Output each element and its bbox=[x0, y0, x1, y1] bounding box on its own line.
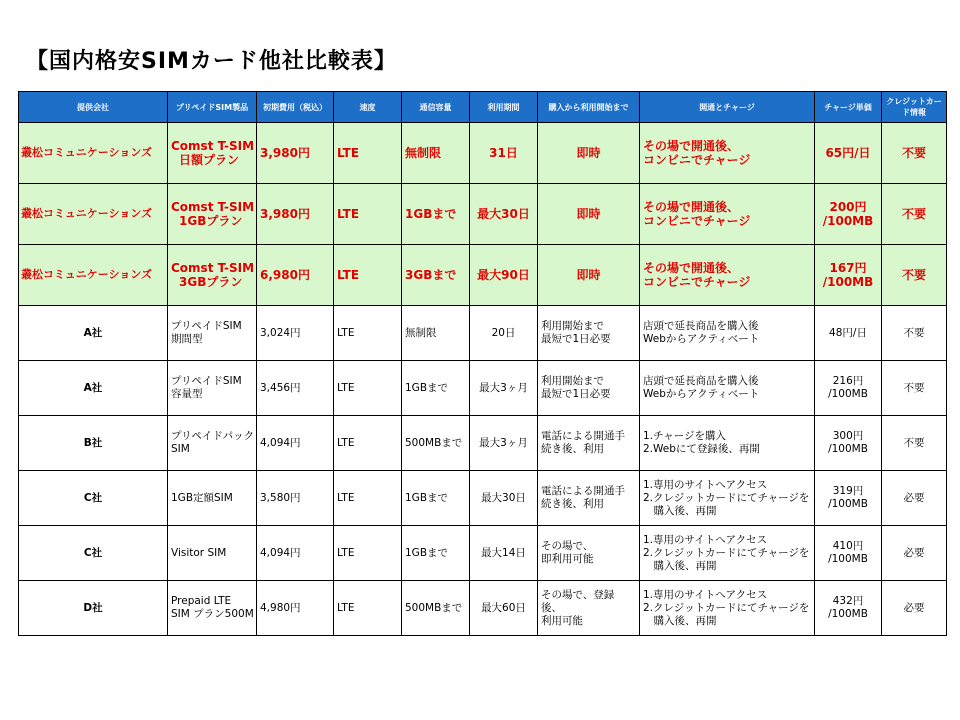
cell-initial-cost bbox=[257, 581, 334, 636]
cell-period bbox=[470, 123, 538, 184]
table-row bbox=[19, 123, 947, 184]
header-text: チャージ単価 bbox=[824, 102, 872, 112]
cell-initial-cost bbox=[257, 526, 334, 581]
cell-text: 1.専用のサイトへアクセス bbox=[643, 478, 768, 491]
cell-text: その場で開通後、 bbox=[643, 261, 740, 275]
cell-capacity bbox=[402, 123, 470, 184]
cell-initial-cost bbox=[257, 184, 334, 245]
cell-text: 利用可能 bbox=[541, 614, 583, 627]
cell-charge-price bbox=[815, 416, 882, 471]
cell-text: 後、 bbox=[541, 601, 562, 614]
cell-capacity bbox=[402, 526, 470, 581]
cell-text: 購入後、再開 bbox=[643, 504, 717, 517]
cell-start bbox=[538, 123, 640, 184]
cell-text: その場で開通後、 bbox=[643, 200, 740, 214]
cell-initial-cost bbox=[257, 123, 334, 184]
cell-text: 即利用可能 bbox=[541, 553, 594, 565]
cell-product bbox=[168, 184, 257, 245]
cell-activation bbox=[640, 416, 815, 471]
cell-capacity bbox=[402, 581, 470, 636]
cell-text: 3,456円 bbox=[260, 381, 301, 394]
cell-text: 1.専用のサイトへアクセス bbox=[643, 533, 768, 546]
cell-text: 最大3ヶ月 bbox=[479, 436, 528, 449]
cell-text: LTE bbox=[337, 146, 360, 160]
cell-text: 500MBまで bbox=[405, 601, 463, 614]
cell-product bbox=[168, 361, 257, 416]
cell-start bbox=[538, 526, 640, 581]
cell-text: LTE bbox=[337, 326, 355, 339]
header-text: 開通とチャージ bbox=[699, 102, 755, 112]
cell-initial-cost bbox=[257, 361, 334, 416]
cell-text: 3GBプラン bbox=[179, 275, 243, 289]
cell-text: Prepaid LTE bbox=[171, 595, 232, 607]
cell-text: 200円 bbox=[829, 200, 867, 214]
header-start bbox=[538, 92, 640, 123]
cell-product bbox=[168, 123, 257, 184]
cell-text: LTE bbox=[337, 546, 355, 559]
cell-text: 410円 bbox=[832, 540, 864, 552]
cell-credit bbox=[882, 361, 947, 416]
cell-text: 即時 bbox=[576, 268, 601, 282]
cell-text: 3,580円 bbox=[260, 491, 301, 504]
cell-text: 1GBまで bbox=[405, 207, 457, 221]
cell-period bbox=[470, 471, 538, 526]
table-row bbox=[19, 245, 947, 306]
cell-period bbox=[470, 306, 538, 361]
cell-text: 続き後、利用 bbox=[541, 498, 604, 510]
cell-start bbox=[538, 471, 640, 526]
cell-text: 不要 bbox=[901, 268, 926, 282]
cell-text: 3GBまで bbox=[405, 268, 457, 282]
cell-text: 店頭で延長商品を購入後 bbox=[643, 375, 759, 387]
header-text: 通信容量 bbox=[419, 102, 452, 112]
table-row bbox=[19, 184, 947, 245]
cell-text: 不要 bbox=[901, 207, 926, 221]
cell-speed bbox=[334, 245, 402, 306]
cell-credit bbox=[882, 245, 947, 306]
cell-speed bbox=[334, 306, 402, 361]
table-row bbox=[19, 361, 947, 416]
cell-initial-cost bbox=[257, 471, 334, 526]
cell-text: 必要 bbox=[903, 546, 925, 559]
cell-text: 319円 bbox=[832, 485, 864, 497]
page-title: 【国内格安SIMカード他社比較表】 bbox=[26, 49, 397, 74]
cell-company bbox=[19, 361, 168, 416]
cell-capacity bbox=[402, 184, 470, 245]
cell-text: LTE bbox=[337, 268, 360, 282]
cell-text: LTE bbox=[337, 436, 355, 449]
cell-text: 1GBまで bbox=[405, 381, 449, 394]
cell-capacity bbox=[402, 245, 470, 306]
cell-speed bbox=[334, 184, 402, 245]
cell-start bbox=[538, 416, 640, 471]
header-speed bbox=[334, 92, 402, 123]
cell-text: 300円 bbox=[832, 430, 864, 442]
cell-charge-price bbox=[815, 581, 882, 636]
header-product bbox=[168, 92, 257, 123]
header-company bbox=[19, 92, 168, 123]
cell-text: 1GBまで bbox=[405, 491, 449, 504]
cell-text: Comst T-SIM bbox=[171, 261, 255, 275]
cell-charge-price bbox=[815, 471, 882, 526]
cell-text: プリペイドSIM bbox=[171, 375, 242, 387]
cell-credit bbox=[882, 526, 947, 581]
cell-text: 叢松コミュニケーションズ bbox=[21, 268, 153, 281]
cell-text: 不要 bbox=[901, 146, 926, 160]
cell-charge-price bbox=[815, 306, 882, 361]
cell-text: 最大3ヶ月 bbox=[479, 381, 528, 394]
cell-speed bbox=[334, 123, 402, 184]
cell-company bbox=[19, 184, 168, 245]
table-row bbox=[19, 416, 947, 471]
cell-activation bbox=[640, 245, 815, 306]
cell-credit bbox=[882, 471, 947, 526]
cell-text: 無制限 bbox=[405, 326, 437, 339]
cell-text: 167円 bbox=[829, 261, 867, 275]
cell-initial-cost bbox=[257, 416, 334, 471]
header-charge-price bbox=[815, 92, 882, 123]
cell-capacity bbox=[402, 416, 470, 471]
cell-text: 1GBプラン bbox=[179, 214, 243, 228]
cell-activation bbox=[640, 471, 815, 526]
cell-credit bbox=[882, 306, 947, 361]
cell-text: 最大30日 bbox=[481, 491, 526, 504]
cell-company bbox=[19, 526, 168, 581]
table-header-row bbox=[19, 92, 947, 123]
cell-text: プリペイドパック bbox=[171, 430, 255, 442]
cell-text: 65円/日 bbox=[825, 146, 871, 160]
cell-product bbox=[168, 526, 257, 581]
cell-initial-cost bbox=[257, 306, 334, 361]
cell-text: Visitor SIM bbox=[171, 546, 227, 559]
cell-text: 容量型 bbox=[171, 388, 203, 400]
cell-activation bbox=[640, 306, 815, 361]
cell-credit bbox=[882, 184, 947, 245]
cell-speed bbox=[334, 471, 402, 526]
cell-text: 即時 bbox=[576, 146, 601, 160]
cell-text: 購入後、再開 bbox=[643, 559, 717, 572]
cell-text: 2.クレジットカードにてチャージを bbox=[643, 546, 810, 559]
cell-text: 3,980円 bbox=[260, 207, 310, 221]
cell-text: 店頭で延長商品を購入後 bbox=[643, 320, 759, 332]
cell-text: 4,094円 bbox=[260, 436, 301, 449]
cell-text: 不要 bbox=[903, 326, 925, 339]
cell-company bbox=[19, 471, 168, 526]
cell-speed bbox=[334, 581, 402, 636]
cell-text: プリペイドSIM bbox=[171, 320, 242, 332]
header-text: 速度 bbox=[359, 102, 376, 112]
cell-text: LTE bbox=[337, 381, 355, 394]
cell-text: 6,980円 bbox=[260, 268, 310, 282]
cell-text: 1GBまで bbox=[405, 546, 449, 559]
cell-product bbox=[168, 306, 257, 361]
cell-charge-price bbox=[815, 184, 882, 245]
cell-initial-cost bbox=[257, 245, 334, 306]
cell-text: 31日 bbox=[489, 146, 518, 160]
table-row bbox=[19, 306, 947, 361]
cell-text: SIM プラン500M bbox=[171, 608, 254, 620]
cell-text: 3,024円 bbox=[260, 326, 301, 339]
cell-text: 432円 bbox=[832, 595, 864, 607]
cell-text: /100MB bbox=[828, 498, 868, 510]
cell-activation bbox=[640, 184, 815, 245]
cell-text: コンビニでチャージ bbox=[643, 214, 751, 228]
cell-text: LTE bbox=[337, 601, 355, 614]
cell-text: 利用開始まで bbox=[541, 375, 604, 387]
cell-text: /100MB bbox=[828, 608, 868, 620]
cell-speed bbox=[334, 526, 402, 581]
header-text: プリペイドSIM製品 bbox=[175, 102, 249, 112]
cell-text: C社 bbox=[83, 491, 103, 504]
header-text: 初期費用 bbox=[263, 102, 295, 112]
cell-period bbox=[470, 526, 538, 581]
cell-text: Comst T-SIM bbox=[171, 200, 255, 214]
cell-period bbox=[470, 184, 538, 245]
cell-text: A社 bbox=[83, 326, 103, 339]
cell-text: 不要 bbox=[903, 436, 925, 449]
cell-text: 続き後、利用 bbox=[541, 443, 604, 455]
cell-text: /100MB bbox=[828, 553, 868, 565]
cell-text: SIM bbox=[171, 443, 190, 455]
cell-period bbox=[470, 416, 538, 471]
header-activation bbox=[640, 92, 815, 123]
cell-text: 1.チャージを購入 bbox=[643, 430, 726, 442]
cell-text: 2.クレジットカードにてチャージを bbox=[643, 491, 810, 504]
header-text: 利用期間 bbox=[487, 102, 520, 112]
cell-text: 叢松コミュニケーションズ bbox=[21, 146, 153, 159]
cell-text: コンビニでチャージ bbox=[643, 153, 751, 167]
cell-text: /100MB bbox=[828, 388, 868, 400]
cell-text: 20日 bbox=[491, 326, 516, 339]
cell-company bbox=[19, 416, 168, 471]
cell-text: 500MBまで bbox=[405, 436, 463, 449]
cell-company bbox=[19, 306, 168, 361]
header-text: カード情報 bbox=[902, 97, 942, 117]
cell-speed bbox=[334, 416, 402, 471]
cell-text: 最短で1日必要 bbox=[541, 333, 611, 345]
cell-text: 叢松コミュニケーションズ bbox=[21, 207, 153, 220]
cell-text: 即時 bbox=[576, 207, 601, 221]
cell-capacity bbox=[402, 306, 470, 361]
header-initial-cost bbox=[257, 92, 334, 123]
cell-text: Webからアクティベート bbox=[643, 333, 760, 345]
cell-product bbox=[168, 471, 257, 526]
cell-text: /100MB bbox=[822, 214, 874, 228]
cell-activation bbox=[640, 361, 815, 416]
cell-text: B社 bbox=[83, 436, 103, 449]
header-text: （税込） bbox=[295, 102, 327, 112]
cell-company bbox=[19, 123, 168, 184]
cell-text: 最大60日 bbox=[481, 601, 526, 614]
cell-text: 最大14日 bbox=[481, 546, 526, 559]
cell-product bbox=[168, 245, 257, 306]
cell-period bbox=[470, 245, 538, 306]
cell-text: LTE bbox=[337, 491, 355, 504]
cell-text: 1.専用のサイトへアクセス bbox=[643, 588, 768, 601]
header-period bbox=[470, 92, 538, 123]
cell-activation bbox=[640, 123, 815, 184]
cell-period bbox=[470, 581, 538, 636]
cell-charge-price bbox=[815, 361, 882, 416]
cell-text: D社 bbox=[83, 601, 103, 614]
cell-product bbox=[168, 581, 257, 636]
cell-text: 4,980円 bbox=[260, 601, 301, 614]
cell-start bbox=[538, 245, 640, 306]
cell-text: 最大90日 bbox=[477, 268, 530, 282]
cell-start bbox=[538, 581, 640, 636]
cell-charge-price bbox=[815, 245, 882, 306]
cell-company bbox=[19, 245, 168, 306]
header-text: 購入から利用開始まで bbox=[548, 102, 629, 112]
cell-capacity bbox=[402, 361, 470, 416]
cell-text: 216円 bbox=[832, 375, 864, 387]
cell-speed bbox=[334, 361, 402, 416]
cell-credit bbox=[882, 123, 947, 184]
header-text: 提供会社 bbox=[77, 102, 109, 112]
cell-text: 無制限 bbox=[405, 146, 442, 160]
cell-text: 電話による開通手 bbox=[541, 485, 625, 497]
cell-product bbox=[168, 416, 257, 471]
cell-text: 期間型 bbox=[171, 333, 203, 345]
cell-text: 4,094円 bbox=[260, 546, 301, 559]
cell-text: 2.Webにて登録後、再開 bbox=[643, 443, 760, 455]
cell-activation bbox=[640, 581, 815, 636]
cell-text: 不要 bbox=[903, 381, 925, 394]
cell-text: 利用開始まで bbox=[541, 320, 604, 332]
cell-text: その場で、登録 bbox=[541, 588, 615, 601]
cell-text: Comst T-SIM bbox=[171, 139, 255, 153]
cell-text: A社 bbox=[83, 381, 103, 394]
header-capacity bbox=[402, 92, 470, 123]
cell-text: Webからアクティベート bbox=[643, 388, 760, 400]
comparison-table bbox=[18, 91, 947, 636]
table-row bbox=[19, 471, 947, 526]
header-credit bbox=[882, 92, 947, 123]
cell-text: LTE bbox=[337, 207, 360, 221]
cell-start bbox=[538, 184, 640, 245]
cell-text: 必要 bbox=[903, 491, 925, 504]
cell-start bbox=[538, 361, 640, 416]
cell-text: 2.クレジットカードにてチャージを bbox=[643, 601, 810, 614]
cell-text: 電話による開通手 bbox=[541, 430, 625, 442]
cell-text: /100MB bbox=[828, 443, 868, 455]
cell-company bbox=[19, 581, 168, 636]
cell-text: その場で開通後、 bbox=[643, 139, 740, 153]
cell-credit bbox=[882, 581, 947, 636]
cell-text: 最大30日 bbox=[477, 207, 530, 221]
header-text: クレジット bbox=[886, 97, 926, 106]
cell-text: コンビニでチャージ bbox=[643, 275, 751, 289]
cell-text: 48円/日 bbox=[829, 326, 867, 339]
table-row bbox=[19, 526, 947, 581]
cell-activation bbox=[640, 526, 815, 581]
cell-charge-price bbox=[815, 123, 882, 184]
cell-period bbox=[470, 361, 538, 416]
cell-credit bbox=[882, 416, 947, 471]
cell-capacity bbox=[402, 471, 470, 526]
cell-text: 必要 bbox=[903, 601, 925, 614]
cell-charge-price bbox=[815, 526, 882, 581]
cell-text: 購入後、再開 bbox=[643, 614, 717, 627]
cell-text: その場で、 bbox=[541, 540, 594, 552]
cell-text: 日額プラン bbox=[179, 153, 240, 167]
cell-text: 最短で1日必要 bbox=[541, 388, 611, 400]
cell-start bbox=[538, 306, 640, 361]
cell-text: 3,980円 bbox=[260, 146, 310, 160]
table-row bbox=[19, 581, 947, 636]
cell-text: 1GB定額SIM bbox=[171, 491, 233, 504]
cell-text: /100MB bbox=[822, 275, 874, 289]
cell-text: C社 bbox=[83, 546, 103, 559]
